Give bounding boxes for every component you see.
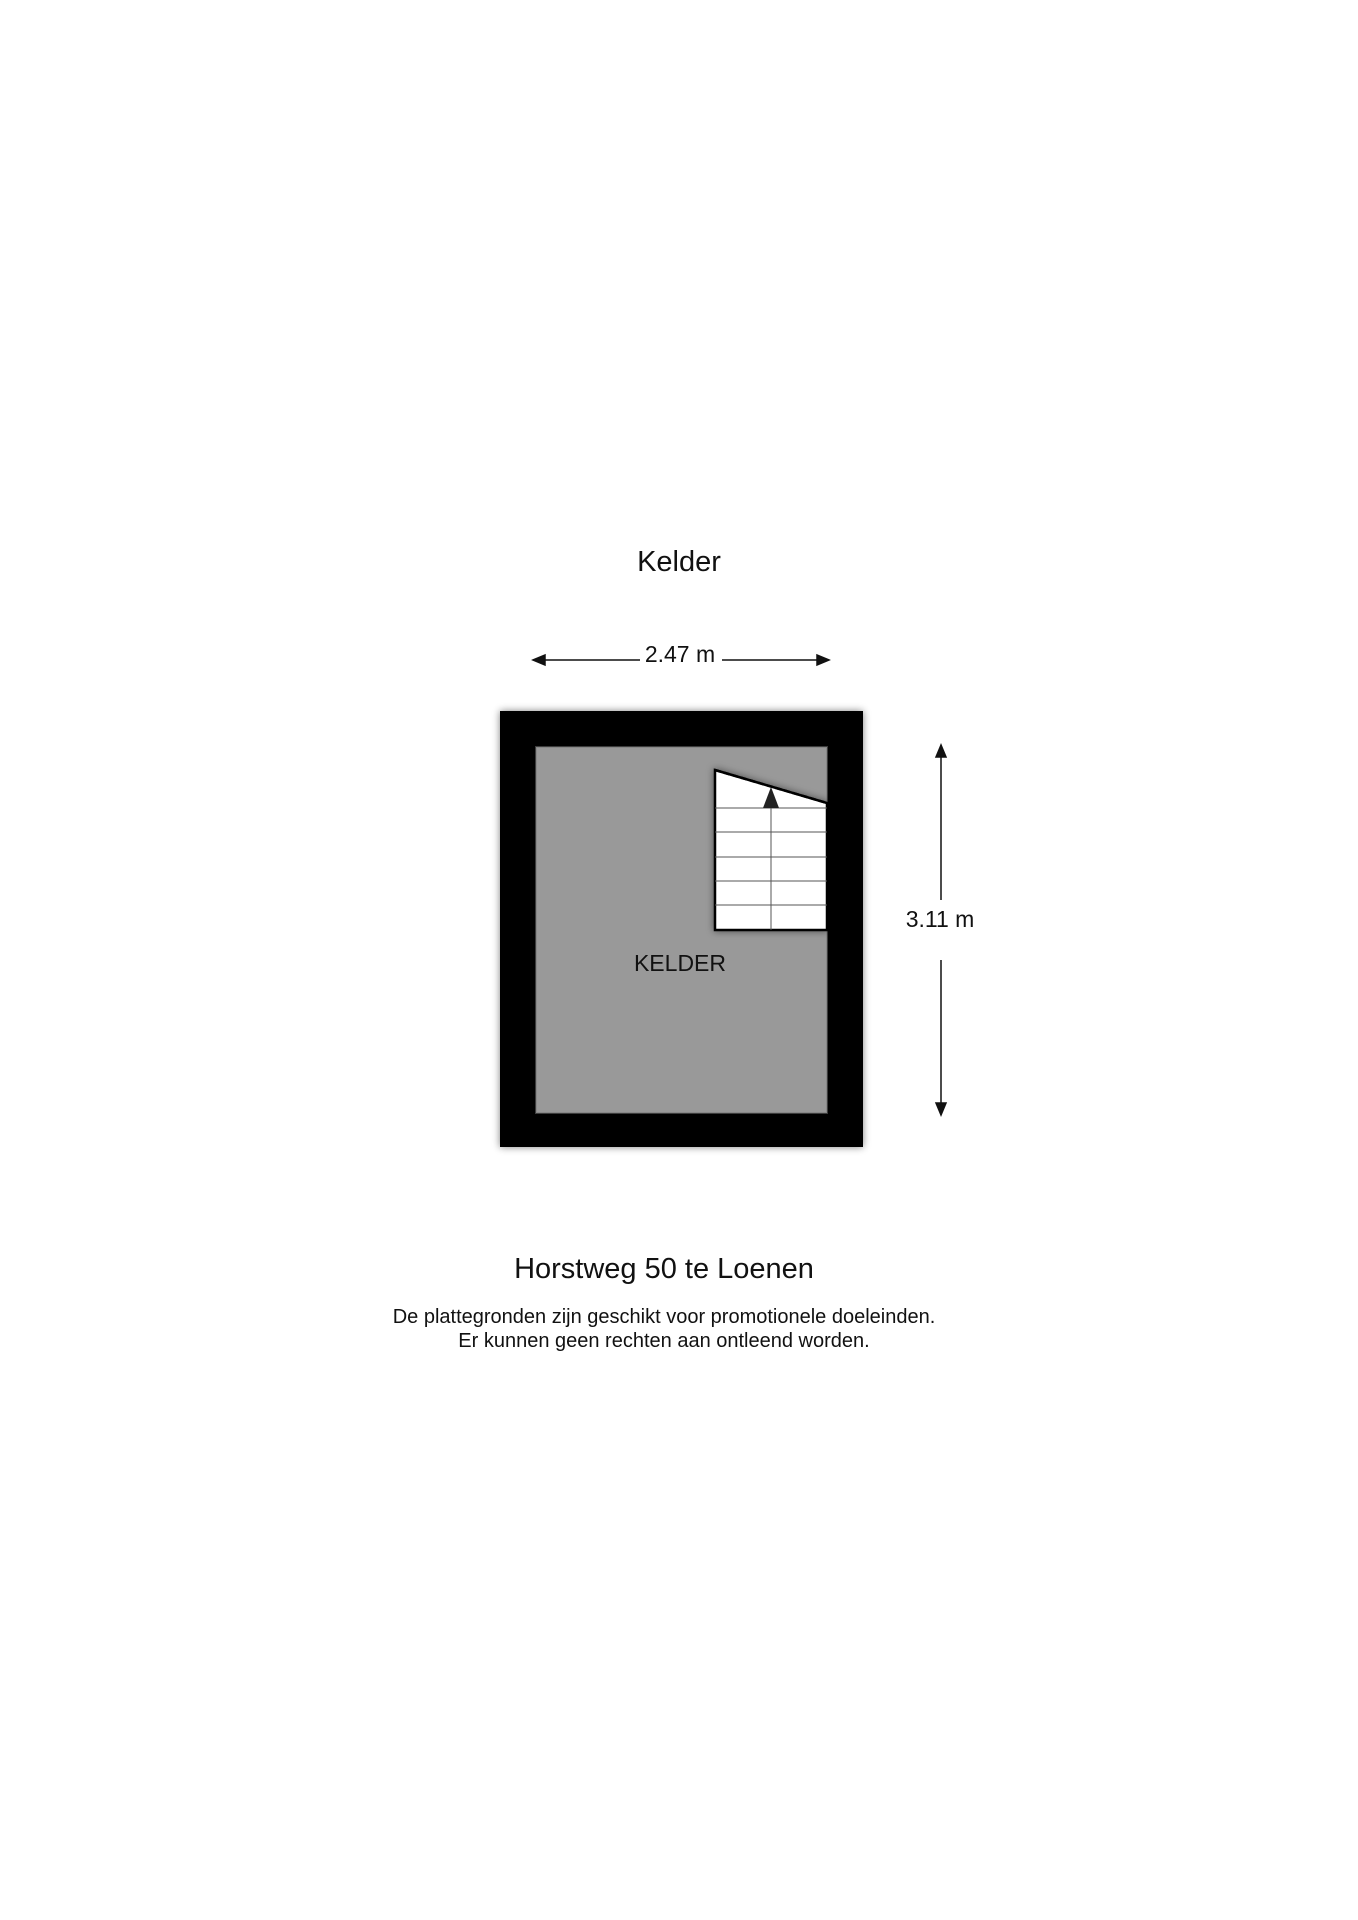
disclaimer-line-2: Er kunnen geen rechten aan ontleend worden.	[458, 1330, 870, 1352]
room-label: KELDER	[633, 950, 727, 976]
floor-title: Kelder	[637, 546, 721, 578]
width-dimension-label: 2.47 m	[644, 641, 716, 667]
property-address: Horstweg 50 te Loenen	[514, 1253, 814, 1285]
height-dimension-label: 3.11 m	[895, 906, 985, 933]
disclaimer-line-1: De plattegronden zijn geschikt voor promotionele doeleinden.	[392, 1306, 936, 1328]
